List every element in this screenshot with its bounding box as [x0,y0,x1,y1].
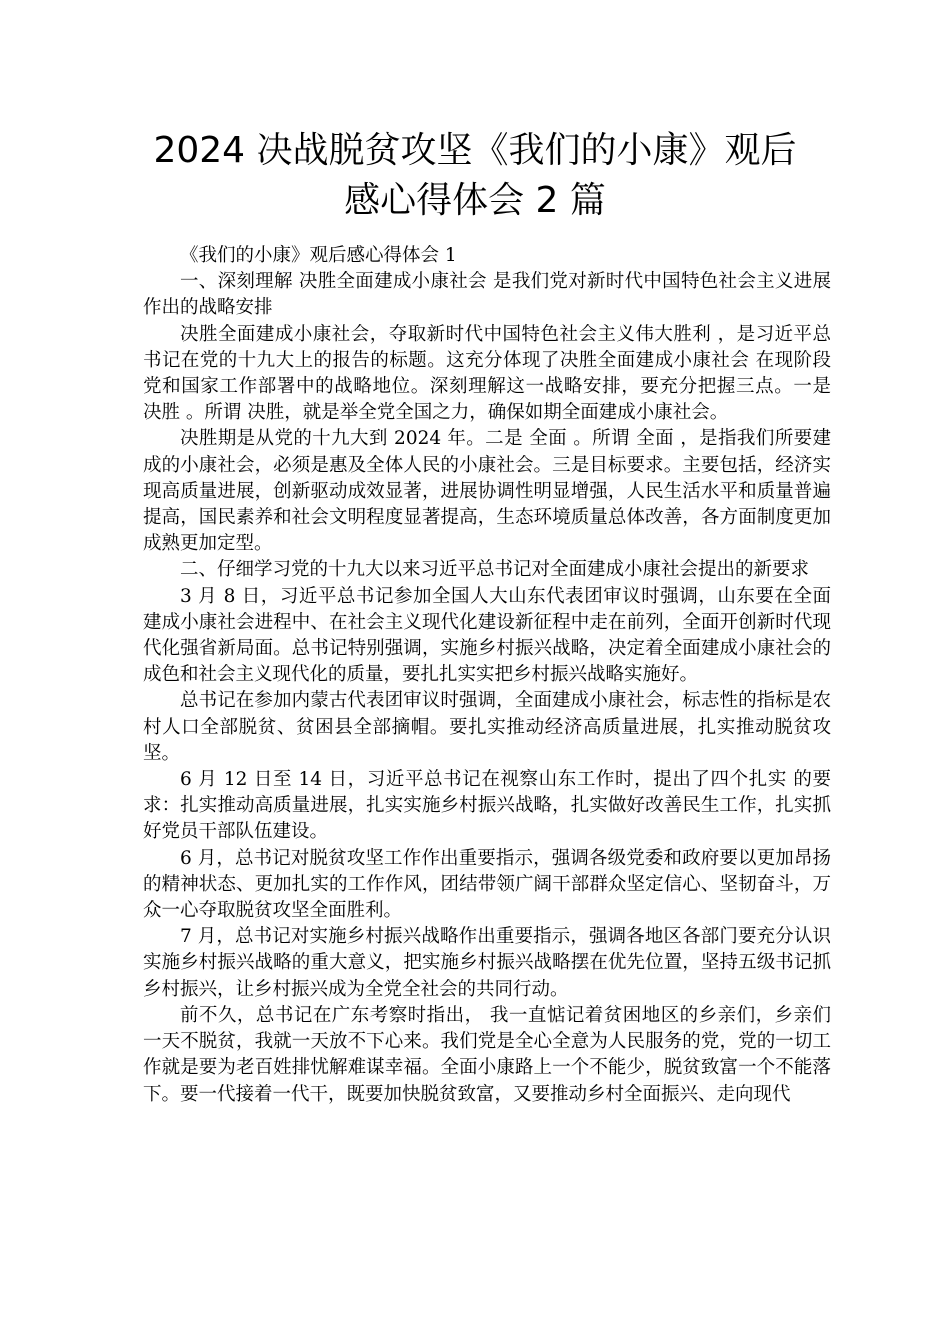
body-paragraph: 6 月，总书记对脱贫攻坚工作作出重要指示，强调各级党委和政府要以更加昂扬的精神状态、更加扎实的工作作风，团结带领广阔干部群众坚定信心、坚韧奋斗，万众一心夺取脱贫攻坚全面胜利。 [143,847,831,922]
section-heading-1: 一、深刻理解 决胜全面建成小康社会 是我们党对新时代中国特色社会主义进展作出的战略安排 [143,271,831,319]
document-title [100,126,850,226]
body-paragraph: 7 月，总书记对实施乡村振兴战略作出重要指示，强调各地区各部门要充分认识实施乡村振兴战略的重大意义，把实施乡村振兴战略摆在优先位置，坚持五级书记抓乡村振兴，让乡村振兴成为全党全社会的共同行动。 [143,926,831,1000]
title-line-2: 感心得体会 2 篇 [344,180,606,221]
body-paragraph: 决胜全面建成小康社会，夺取新时代中国特色社会主义伟大胜利 ，是习近平总书记在党的十九大上的报告的标题。这充分体现了决胜全面建成小康社会 在现阶段党和国家工作部署中的战略地位。深刻理解这一战略安排，要充分把握三点。一是 决胜 。所谓 决胜，就是举全党全国之力，确保如期全面建成小康社会。 [143,323,831,424]
body-paragraph: 3 月 8 日，习近平总书记参加全国人大山东代表团审议时强调，山东要在全面建成小康社会进程中、在社会主义现代化建设新征程中走在前列，全面开创新时代现代化强省新局面。总书记特别强调，实施乡村振兴战略，决定着全面建成小康社会的成色和社会主义现代化的质量，要扎扎实实把乡村振兴战略实施好。 [143,585,831,686]
body-paragraph: 总书记在参加内蒙古代表团审议时强调，全面建成小康社会，标志性的指标是农村人口全部脱贫、贫困县全部摘帽。要扎实推动经济高质量进展，扎实推动脱贫攻坚。 [143,690,831,764]
body-paragraph: 决胜期是从党的十九大到 2024 年。二是 全面 。所谓 全面 ，是指我们所要建成的小康社会，必须是惠及全体人民的小康社会。三是目标要求。主要包括，经济实现高质量进展，创新驱动成效显著，进展协调性明显增强，人民生活水平和质量普遍提高，国民素养和社会文明程度显著提高，生态环境质量总体改善，各方面制度更加成熟更加定型。 [143,428,831,555]
subtitle-paragraph: 《我们的小康》观后感心得体会 1 [180,245,457,266]
title-line-1: 2024 决战脱贫攻坚《我们的小康》观后 [153,130,797,171]
body-paragraph: 前不久，总书记在广东考察时指出， 我一直惦记着贫困地区的乡亲们，乡亲们一天不脱贫，我就一天放不下心来。我们党是全心全意为人民服务的党，党的一切工作就是要为老百姓排忧解难谋幸福。全面小康路上一个不能少，脱贫致富一个不能落下。要一代接着一代干，既要加快脱贫致富，又要推动乡村全面振兴、走向现代 [143,1004,831,1105]
section-heading-2: 二、仔细学习党的十九大以来习近平总书记对全面建成小康社会提出的新要求 [180,559,810,581]
document-body [143,243,831,1108]
body-paragraph: 6 月 12 日至 14 日，习近平总书记在视察山东工作时，提出了四个扎实 的要求：扎实推动高质量进展，扎实实施乡村振兴战略，扎实做好改善民生工作，扎实抓好党员干部队伍建设。 [143,769,831,843]
